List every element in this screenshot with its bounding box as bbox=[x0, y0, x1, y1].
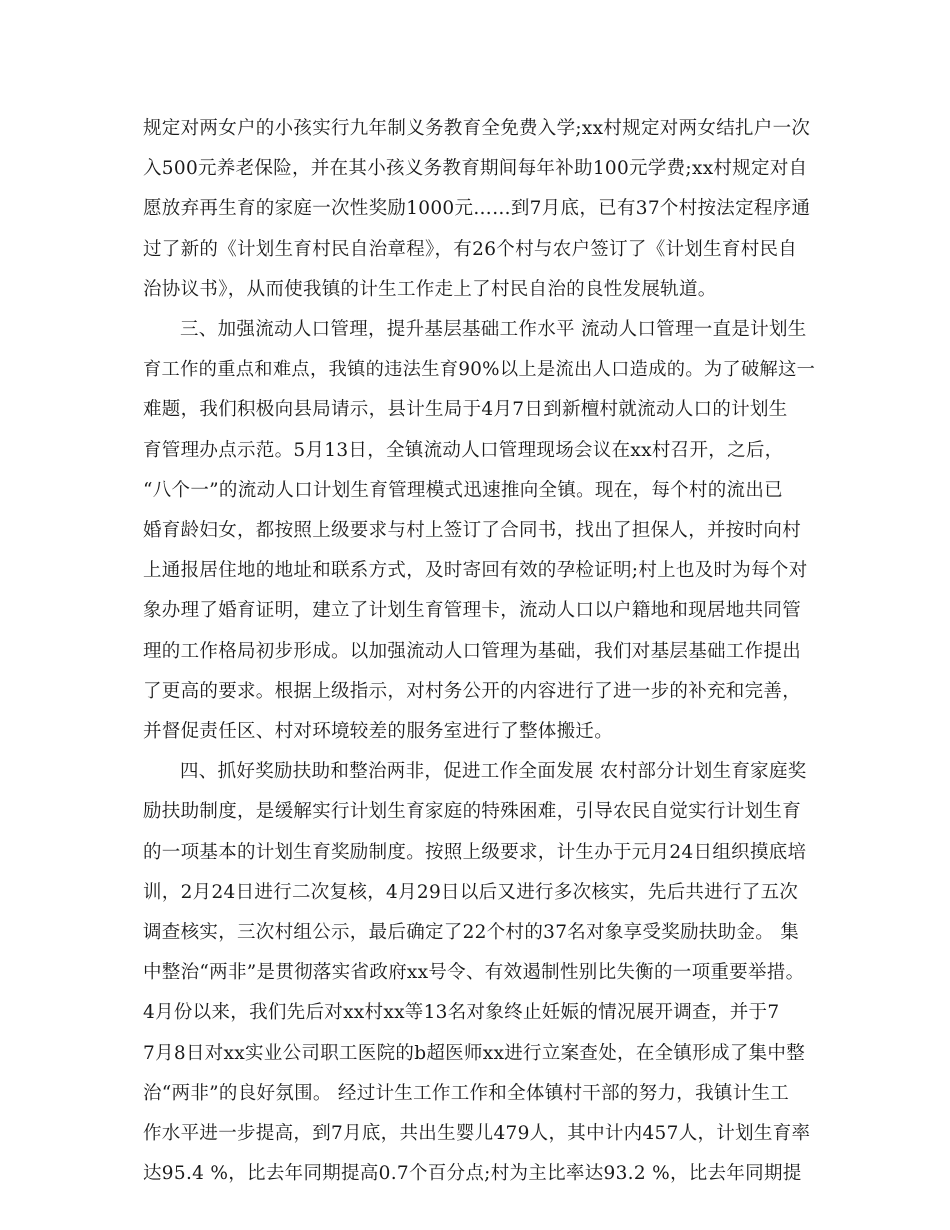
text-line: 治“两非”的良好氛围。 经过计生工作工作和全体镇村干部的努力，我镇计生工 bbox=[143, 1083, 790, 1104]
text-line: 难题，我们积极向县局请示，县计生局于4月7日到新檀村就流动人口的计划生 bbox=[143, 399, 788, 420]
text-line: 的一项基本的计划生育奖励制度。按照上级要求，计生办于元月24日组织摸底培 bbox=[143, 842, 807, 863]
text-line: 并督促责任区、村对环境较差的服务室进行了整体搬迁。 bbox=[143, 721, 614, 742]
text-line: 达95.4 %，比去年同期提高0.7个百分点;村为主比率达93.2 %，比去年同期提 bbox=[143, 1163, 802, 1184]
text-line: 婚育龄妇女，都按照上级要求与村上签订了合同书，找出了担保人，并按时向村 bbox=[143, 520, 802, 541]
text-line: 4月份以来，我们先后对xx村xx等13名对象终止妊娠的情况展开调查，并于7 bbox=[143, 1002, 780, 1023]
text-line: 愿放弃再生育的家庭一次性奖励1000元……到7月底，已有37个村按法定程序通 bbox=[143, 198, 811, 219]
text-line: 作水平进一步提高，到7月底，共出生婴儿479人，其中计内457人，计划生育率 bbox=[143, 1123, 811, 1144]
text-line: 入500元养老保险，并在其小孩义务教育期间每年补助100元学费;xx村规定对自 bbox=[143, 158, 808, 179]
text-line: “八个一”的流动人口计划生育管理模式迅速推向全镇。现在，每个村的流出已 bbox=[143, 480, 783, 501]
text-line: 训，2月24日进行二次复核，4月29日以后又进行多次核实，先后共进行了五次 bbox=[143, 882, 799, 903]
text-line: 调查核实，三次村组公示，最后确定了22个村的37名对象享受奖励扶助金。 集 bbox=[143, 922, 800, 943]
text-line: 励扶助制度，是缓解实行计划生育家庭的特殊困难，引导农民自觉实行计划生育 bbox=[143, 801, 802, 822]
section-heading-line: 三、加强流动人口管理，提升基层基础工作水平 流动人口管理一直是计划生 bbox=[180, 319, 807, 340]
text-line: 中整治“两非”是贯彻落实省政府xx号令、有效遏制性别比失衡的一项重要举措。 bbox=[143, 962, 805, 983]
text-line: 7月8日对xx实业公司职工医院的b超医师xx进行立案查处，在全镇形成了集中整 bbox=[143, 1043, 806, 1064]
text-line: 理的工作格局初步形成。以加强流动人口管理为基础，我们对基层基础工作提出 bbox=[143, 641, 802, 662]
text-line: 育工作的重点和难点，我镇的违法生育90%以上是流出人口造成的。为了破解这一 bbox=[143, 359, 816, 380]
text-line: 治协议书》，从而使我镇的计生工作走上了村民自治的良性发展轨道。 bbox=[143, 279, 717, 300]
section-heading-line: 四、抓好奖励扶助和整治两非，促进工作全面发展 农村部分计划生育家庭奖 bbox=[180, 761, 807, 782]
text-line: 育管理办点示范。5月13日，全镇流动人口管理现场会议在xx村召开，之后， bbox=[143, 440, 784, 461]
text-line: 过了新的《计划生育村民自治章程》，有26个村与农户签订了《计划生育村民自 bbox=[143, 239, 798, 260]
text-line: 规定对两女户的小孩实行九年制义务教育全免费入学;xx村规定对两女结扎户一次 bbox=[143, 118, 811, 139]
text-line: 了更高的要求。根据上级指示，对村务公开的内容进行了进一步的补充和完善， bbox=[143, 681, 802, 702]
text-line: 上通报居住地的地址和联系方式，及时寄回有效的孕检证明;村上也及时为每个对 bbox=[143, 560, 808, 581]
text-line: 象办理了婚育证明，建立了计划生育管理卡，流动人口以户籍地和现居地共同管 bbox=[143, 600, 802, 621]
